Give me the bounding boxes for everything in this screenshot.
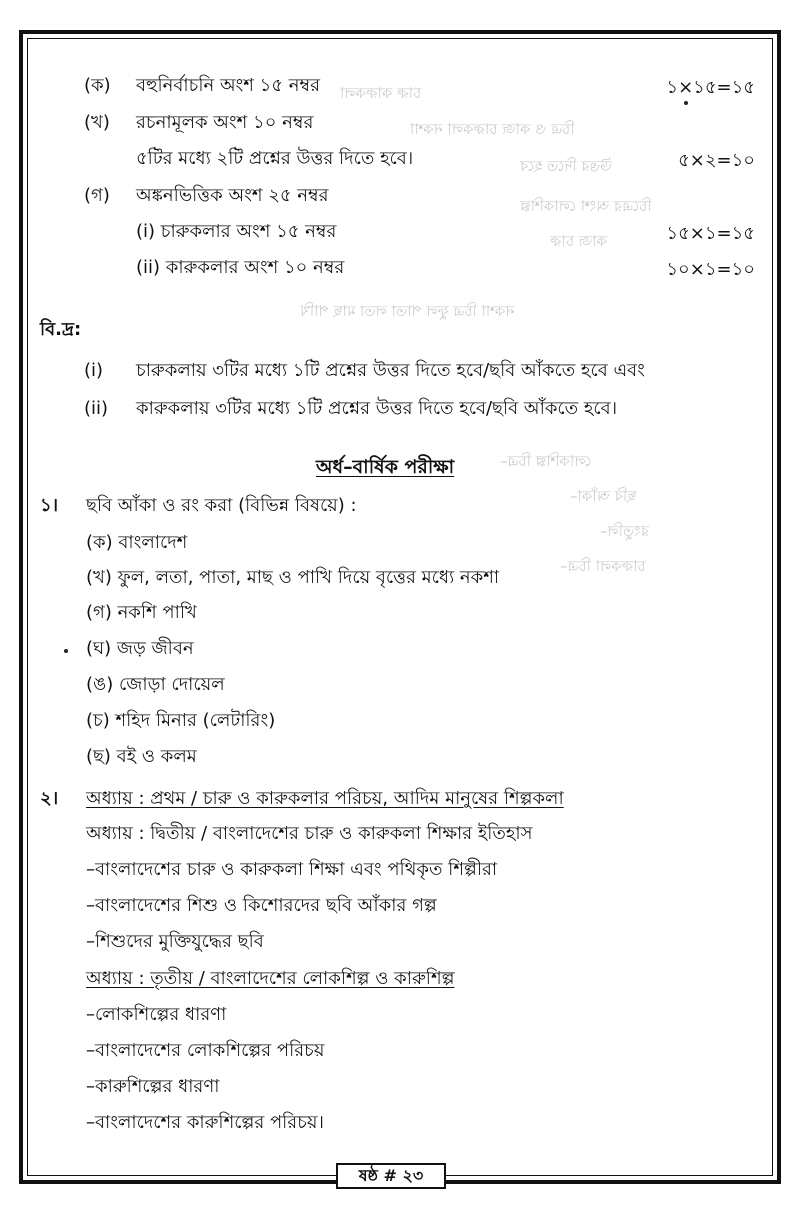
- show-through-text: কাজ চারু: [550, 232, 607, 250]
- note-label: (ii): [84, 398, 109, 419]
- marks-text: অঙ্কনভিত্তিক অংশ ২৫ নম্বর: [136, 185, 329, 206]
- list-item: (ঘ) জড় জীবন: [86, 638, 194, 659]
- show-through-text: চিত্র ও কাজ চারুকলা নকশা: [410, 120, 575, 138]
- marks-row-kha-detail: [136, 147, 413, 171]
- list-item: (খ) ফুল, লতা, পাতা, মাছ ও পাখি দিয়ে বৃত্তের মধ্যে নকশা: [86, 567, 500, 588]
- marks-text: (i) চারুকলার অংশ ১৫ নম্বর: [136, 221, 337, 242]
- marks-row-ga-ii: [136, 256, 344, 280]
- list-item: –লোকশিল্পের ধারণা: [86, 1004, 227, 1025]
- show-through-text: চিত্রের অংশ লোকশিল্প: [520, 197, 652, 215]
- page-number-badge: ষষ্ঠ # ২৩: [336, 1163, 446, 1189]
- note-text: চারুকলায় ৩টির মধ্যে ১টি প্রশ্নের উত্তর দিতে হবে/ছবি আঁকতে হবে এবং: [136, 360, 645, 381]
- q2-number: ২।: [40, 788, 59, 809]
- list-item: (ছ) বই ও কলম: [86, 746, 197, 767]
- list-item: (গ) নকশি পাখি: [86, 602, 197, 623]
- chapter-heading: অধ্যায় : দ্বিতীয় / বাংলাদেশের চারু ও কারুকলা শিক্ষার ইতিহাস: [86, 823, 533, 844]
- list-item: –বাংলাদেশের চারু ও কারুকলা শিক্ষা এবং পথিকৃত শিল্পীরা: [86, 859, 498, 880]
- marks-score: ১০×১=১০: [666, 259, 755, 280]
- marks-text: রচনামূলক অংশ ১০ নম্বর: [136, 112, 314, 133]
- show-through-text: ছবি আঁকা–: [570, 487, 637, 505]
- marks-label: (খ): [84, 112, 110, 133]
- show-through-text: উত্তর দিতে হবে: [520, 157, 612, 175]
- marks-text: বহুনির্বাচনি অংশ ১৫ নম্বর: [136, 75, 321, 96]
- marks-label: (ক): [84, 75, 111, 96]
- list-item: –বাংলাদেশের কারুশিল্পের পরিচয়।: [86, 1112, 324, 1133]
- note-label: (i): [84, 360, 104, 381]
- list-item: (চ) শহিদ মিনার (লেটারিং): [86, 710, 276, 731]
- show-through-text: চারু কারুকলা: [340, 84, 422, 102]
- marks-row-ka: [84, 74, 321, 98]
- chapter-heading: অধ্যায় : প্রথম / চারু ও কারুকলার পরিচয়, আদিম মানুষের শিল্পকলা: [86, 788, 564, 809]
- q1-title: ছবি আঁকা ও রং করা (বিভিন্ন বিষয়ে) :: [86, 495, 357, 516]
- marks-row-kha: [84, 111, 314, 135]
- marks-label: (গ): [84, 185, 110, 206]
- list-item: –শিশুদের মুক্তিযুদ্ধের ছবি: [86, 931, 264, 952]
- marks-text: ৫টির মধ্যে ২টি প্রশ্নের উত্তর দিতে হবে।: [136, 148, 414, 169]
- exam-title: অর্ধ–বার্ষিক পরীক্ষা: [316, 456, 455, 478]
- marks-text: (ii) কারুকলার অংশ ১০ নম্বর: [136, 257, 345, 278]
- note-item: [84, 397, 618, 421]
- list-item: –বাংলাদেশের শিশু ও কিশোরদের ছবি আঁকার গল্প: [86, 895, 437, 916]
- note-item: [84, 359, 645, 383]
- list-item: –বাংলাদেশের লোকশিল্পের পরিচয়: [86, 1040, 325, 1061]
- show-through-text: নকশা চিত্র ফুল পাতা লতা মাছ পাখি: [300, 302, 515, 320]
- marks-row-ga-i: [136, 220, 336, 244]
- list-item: (ঙ) জোড়া দোয়েল: [86, 674, 225, 695]
- marks-score: ৫×২=১০: [678, 150, 755, 171]
- show-through-text: রংতুলি–: [600, 522, 649, 540]
- note-text: কারুকলায় ৩টির মধ্যে ১টি প্রশ্নের উত্তর দিতে হবে/ছবি আঁকতে হবে।: [136, 398, 618, 419]
- note-title: বি.দ্র:: [40, 319, 82, 340]
- list-item: (ক) বাংলাদেশ: [86, 532, 188, 553]
- ink-dot: [684, 101, 688, 105]
- show-through-text: চারুকলা চিত্র–: [560, 557, 646, 575]
- ink-dot: [64, 649, 68, 653]
- marks-score: ১×১৫=১৫: [666, 77, 755, 98]
- marks-score: ১৫×১=১৫: [666, 223, 755, 244]
- marks-row-ga: [84, 184, 329, 208]
- q1-number: ১।: [40, 495, 59, 516]
- chapter-heading: অধ্যায় : তৃতীয় / বাংলাদেশের লোকশিল্প ও কারুশিল্প: [86, 968, 455, 989]
- show-through-text: লোকশিল্প চিত্র–: [500, 452, 592, 470]
- list-item: –কারুশিল্পের ধারণা: [86, 1076, 220, 1097]
